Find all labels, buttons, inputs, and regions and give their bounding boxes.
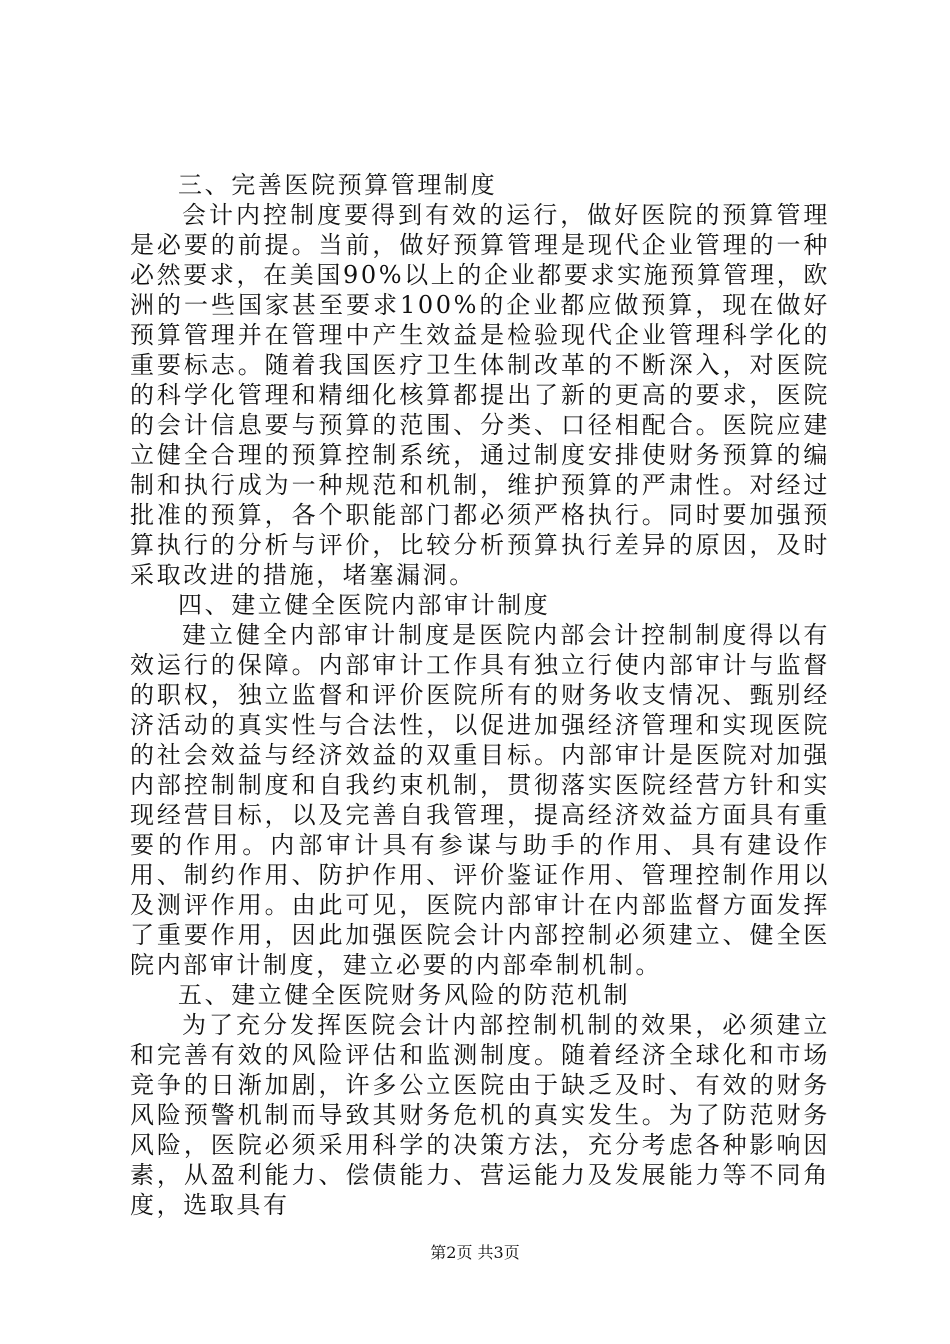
- section-paragraph-budget: 会计内控制度要得到有效的运行，做好医院的预算管理是必要的前提。当前，做好预算管理是现代企业管理的一种必然要求，在美国90%以上的企业都要求实施预算管理，欧洲的一些国家甚至要求100%的企业都应做预算，现在做好预算管理并在管理中产生效益是检验现代企业管理科学化的重要标志。随着我国医疗卫生体制改革的不断深入，对医院的科学化管理和精细化核算都提出了新的更高的要求，医院的会计信息要与预算的范围、分类、口径相配合。医院应建立健全合理的预算控制系统，通过制度安排使财务预算的编制和执行成为一种规范和机制，维护预算的严肃性。对经过批准的预算，各个职能部门都必须严格执行。同时要加强预算执行的分析与评价，比较分析预算执行差异的原因，及时采取改进的措施，堵塞漏洞。: [130, 201, 830, 589]
- section-paragraph-audit: 建立健全内部审计制度是医院内部会计控制制度得以有效运行的保障。内部审计工作具有独立行使内部审计与监督的职权，独立监督和评价医院所有的财务收支情况、甄别经济活动的真实性与合法性，以促进加强经济管理和实现医院的社会效益与经济效益的双重目标。内部审计是医院对加强内部控制制度和自我约束机制，贯彻落实医院经营方针和实现经营目标，以及完善自我管理，提高经济效益方面具有重要的作用。内部审计具有参谋与助手的作用、具有建设作用、制约作用、防护作用、评价鉴证作用、管理控制作用以及测评作用。由此可见，医院内部审计在内部监督方面发挥了重要作用，因此加强医院会计内部控制必须建立、健全医院内部审计制度，建立必要的内部牵制机制。: [130, 621, 830, 979]
- section-heading-audit: 四、建立健全医院内部审计制度: [178, 591, 551, 619]
- page-number-footer: 第2页 共3页: [430, 1243, 520, 1262]
- section-paragraph-risk: 为了充分发挥医院会计内部控制机制的效果，必须建立和完善有效的风险评估和监测制度。随着经济全球化和市场竞争的日渐加剧，许多公立医院由于缺乏及时、有效的财务风险预警机制而导致其财务危机的真实发生。为了防范财务风险，医院必须采用科学的决策方法，充分考虑各种影响因素，从盈利能力、偿债能力、营运能力及发展能力等不同角度，选取具有: [130, 1011, 830, 1219]
- document-body: [130, 170, 830, 1220]
- section-heading-budget: 三、完善医院预算管理制度: [178, 171, 498, 199]
- section-heading-risk: 五、建立健全医院财务风险的防范机制: [178, 981, 631, 1009]
